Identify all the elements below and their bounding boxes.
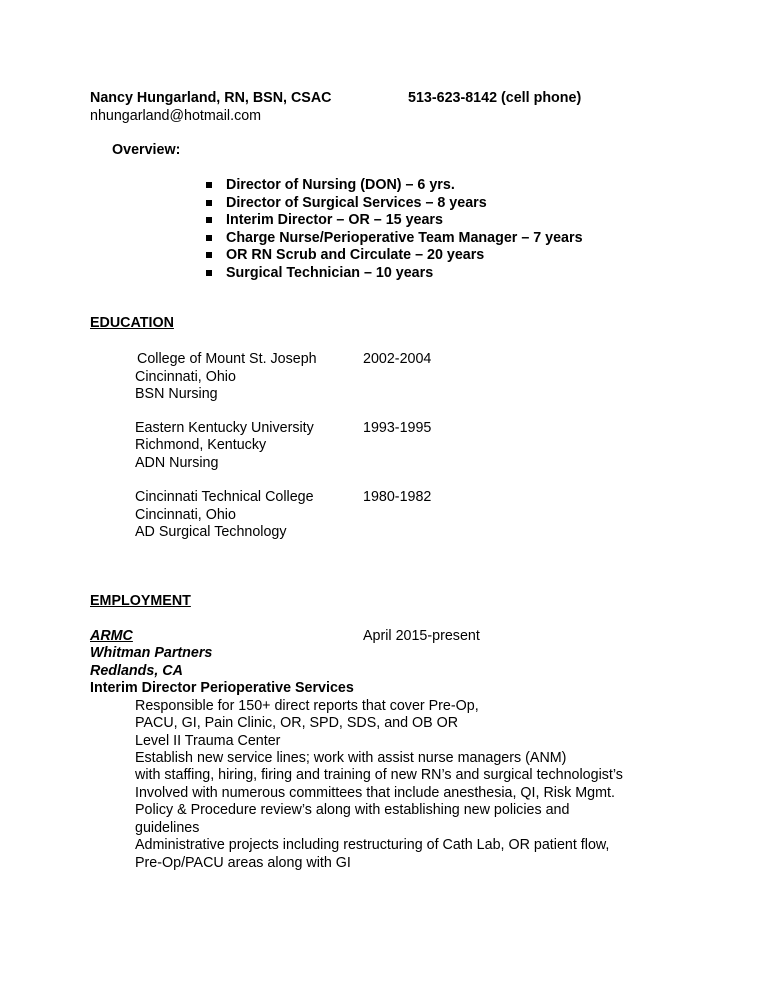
school-location: Cincinnati, Ohio (135, 507, 236, 523)
degree: AD Surgical Technology (135, 524, 287, 540)
employment-dates: April 2015-present (363, 628, 480, 644)
duty-line: Level II Trauma Center (135, 733, 281, 749)
school-years: 1993-1995 (363, 420, 432, 436)
duty-line: with staffing, hiring, firing and training of new RN’s and surgical technologist’s (135, 767, 623, 783)
square-bullet-icon (206, 217, 212, 223)
employer-name: ARMC (90, 628, 133, 644)
school-years: 2002-2004 (363, 351, 432, 367)
phone-number: 513-623-8142 (cell phone) (408, 90, 582, 106)
school-name: Eastern Kentucky University (135, 420, 314, 436)
square-bullet-icon (206, 200, 212, 206)
school-location: Richmond, Kentucky (135, 437, 267, 453)
school-name: Cincinnati Technical College (135, 489, 314, 505)
applicant-name: Nancy Hungarland, RN, BSN, CSAC (90, 90, 332, 106)
school-name: College of Mount St. Joseph (137, 351, 317, 367)
school-location: Cincinnati, Ohio (135, 369, 236, 385)
duty-line: Policy & Procedure review’s along with establishing new policies and (135, 802, 570, 818)
degree: BSN Nursing (135, 386, 218, 402)
square-bullet-icon (206, 270, 212, 276)
duty-line: Involved with numerous committees that include anesthesia, QI, Risk Mgmt. (135, 785, 615, 801)
degree: ADN Nursing (135, 455, 219, 471)
education-heading: EDUCATION (90, 315, 174, 331)
duty-line: guidelines (135, 820, 200, 836)
employment-heading: EMPLOYMENT (90, 593, 191, 609)
staffing-agency: Whitman Partners (90, 645, 213, 661)
email-address: nhungarland@hotmail.com (90, 108, 262, 124)
square-bullet-icon (206, 182, 212, 188)
duty-line: Establish new service lines; work with assist nurse managers (ANM) (135, 750, 567, 766)
duty-line: Administrative projects including restructuring of Cath Lab, OR patient flow, (135, 837, 610, 853)
overview-heading: Overview: (112, 142, 181, 158)
duty-line: PACU, GI, Pain Clinic, OR, SPD, SDS, and OB OR (135, 715, 459, 731)
job-title: Interim Director Perioperative Services (90, 680, 354, 696)
duty-line: Responsible for 150+ direct reports that cover Pre-Op, (135, 698, 479, 714)
school-years: 1980-1982 (363, 489, 432, 505)
employment-location: Redlands, CA (90, 663, 183, 679)
square-bullet-icon (206, 235, 212, 241)
duty-line: Pre-Op/PACU areas along with GI (135, 855, 351, 871)
square-bullet-icon (206, 252, 212, 258)
